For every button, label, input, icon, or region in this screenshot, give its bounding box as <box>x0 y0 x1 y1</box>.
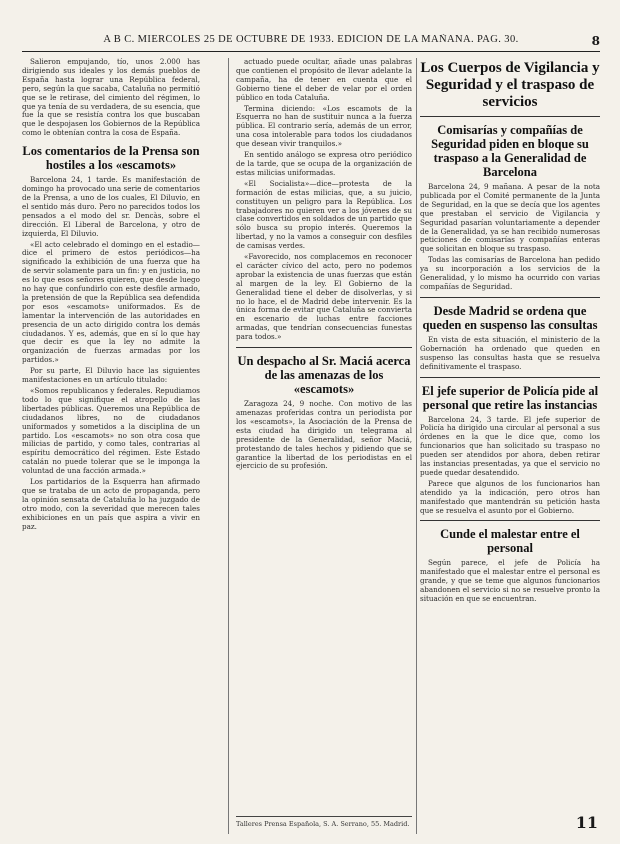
headline-prensa: Los comentarios de la Prensa son hostiles a los «escamots» <box>22 144 200 173</box>
article-paragraph: «El Socialista»—dice—protesta de la formación de estas milicias, que, a su juicio, constituyen un peligro para la República. Los trabajadores no quieren ver a los jóvenes de su clase convertidos en soldados de un partido que sólo busca su propio interés. Queremos la libertad, y no la vamos a conseguir con desfiles de camisas verdes. <box>236 178 412 251</box>
article-paragraph: Los partidarios de la Esquerra han afirmado que se trataba de un acto de propaganda, pero la opinión sensata de Cataluña lo ha juzgado de otro modo, con la severidad que merecen tales exhibiciones en un país que aspira a vivir en paz. <box>22 477 200 531</box>
column-right <box>420 58 600 834</box>
column-divider <box>416 58 417 834</box>
section-rule <box>420 116 600 117</box>
section-rule <box>420 520 600 521</box>
article-paragraph: «Somos republicanos y federales. Repudiamos todo lo que signifique el atropello de las libertades públicas. Queremos una República de ciudadanos libres, no de ciudadanos uniformados y sometidos a la disciplina de un partido. Los «escamots» no son otra cosa que milicias de partido, y como tales, contrarias al espíritu democrático del régimen. Este Estado catalán no puede tolerar que se le imponga la voluntad de una facción armada.» <box>22 386 200 476</box>
article-paragraph: Barcelona 24, 1 tarde. Es manifestación de domingo ha provocado una serie de comentarios de la Prensa, a uno de los cuales, El Diluvio, en el sentido más duro. Pero no parecidos todos los pensados a el modo del sr. Dencàs, sobre el dirección. El Liberal de Barcelona, y otro de izquierda, El Diluvio. <box>22 175 200 238</box>
page-number: 8 <box>591 34 600 48</box>
column-middle <box>236 58 412 834</box>
article-paragraph: Por su parte, El Diluvio hace las siguientes manifestaciones en un artículo titulado: <box>22 366 200 385</box>
article-paragraph: Según parece, el jefe de Policía ha manifestado que el malestar entre el personal es grande, y que se teme que algunos funcionarios abandonen el servicio si no se resuelve pronto la situación en que se encuentran. <box>420 558 600 604</box>
article-paragraph: Zaragoza 24, 9 noche. Con motivo de las amenazas proferidas contra un periodista por los «escamots», la Asociación de la Prensa de esta ciudad ha dirigido un telegrama al presidente de la Generalidad, señor Maciá, protestando de tales hechos y pidiendo que se garantice la libertad de los periodistas en el ejercicio de su profesión. <box>236 399 412 471</box>
page-header: A B C. MIERCOLES 25 DE OCTUBRE DE 1933. EDICION DE LA MAÑANA. PAG. 30. <box>103 34 519 45</box>
headline-jefe-policia: El jefe superior de Policía pide al personal que retire las instancias <box>421 383 599 412</box>
article-paragraph: En vista de esta situación, el ministerio de la Gobernación ha ordenado que queden en suspenso las consultas hasta que se resuelva definitivamente el traspaso. <box>420 334 600 371</box>
printer-footer: Talleres Prensa Española, S. A. Serrano, 55. Madrid. <box>236 816 412 828</box>
article-paragraph: Barcelona 24, 9 mañana. A pesar de la nota publicada por el Comité permanente de la Junta de Seguridad, en la que se decía que los agentes que prestaban el servicio de Vigilancia y Seguridad pasarían voluntariamente a depender de la Generalidad, ya se han recibido numerosas peticiones de comisarías y compañías enteras que solicitan en bloque su traspaso. <box>420 182 600 254</box>
article-paragraph: Termina diciendo: «Los escamots de la Esquerra no han de sustituir nunca a la fuerza pública. El contrario sería, además de un error, una cosa intolerable para todos los ciudadanos que desean vivir tranquilos.» <box>236 103 412 149</box>
article-paragraph: Parece que algunos de los funcionarios han atendido ya la indicación, pero otros han manifestado que mantendrán su petición hasta que se resuelva el asunto por el Gobierno. <box>420 478 600 515</box>
article-paragraph: «El acto celebrado el domingo en el estadio—dice el primero de estos periódicos—ha significado la exhibición de una fuerza que ha de servir solamente para un fin: y en justicia, no es lo que esos señores quieren, que desde luego no hay que confundirlo con este desfile armado, la pretensión de que la República sea defendida por esos «escamots» uniformados. Es de lamentar la intervención de las autoridades en presencia de un acto dirigido contra los demás ciudadanos. Y es, además, que en sí lo que hay que decir es que la ley no admite la organización de fuerzas armadas por los partidos.» <box>22 239 200 365</box>
article-paragraph: Barcelona 24, 3 tarde. El jefe superior de Policía ha dirigido una circular al personal a sus órdenes en la que le dice que, como los funcionarios que han solicitado su traspaso no pueden ser atendidos por ahora, deben retirar las instancias presentadas, ya que el servicio no puede quedar desatendido. <box>420 414 600 477</box>
section-rule <box>420 377 600 378</box>
article-paragraph: actuado puede ocultar, añade unas palabras que contienen el propósito de llevar adelante la campaña, ha de tener en cuenta que el Gobierno tiene el deber de velar por el orden público en toda Cataluña. <box>236 58 412 102</box>
headline-despacho-macia: Un despacho al Sr. Maciá acerca de las amenazas de los «escamots» <box>237 354 411 397</box>
article-paragraph: «Favorecido, nos complacemos en reconocer el carácter cívico del acto, pero no podemos aprobar la existencia de unas fuerzas que están al margen de la ley. El Gobierno de la Generalidad tiene el deber de disolverlas, y si no lo hace, el de Madrid debe intervenir. Es la única forma de evitar que Cataluña se convierta en escenario de luchas entre facciones armadas, que tendrían consecuencias funestas para todos.» <box>236 252 412 342</box>
headline-madrid-consultas: Desde Madrid se ordena que queden en suspenso las consultas <box>422 303 598 332</box>
section-rule <box>420 297 600 298</box>
article-paragraph: Todas las comisarías de Barcelona han pedido ya su incorporación a los servicios de la Generalidad, y lo mismo ha ocurrido con varias compañías de Seguridad. <box>420 255 600 291</box>
headline-cuerpos-vigilancia: Los Cuerpos de Vigilancia y Seguridad y el traspaso de servicios <box>420 60 600 110</box>
newspaper-page <box>22 34 600 834</box>
article-paragraph: Salieron empujando, tío, unos 2.000 has dirigiendo sus ideales y los demás pueblos de España hasta lograr una República federal, pero, según la que sacaba, Cataluña no permitió que se le retirase, del cimiento del régimen, lo que ya tenía de su verdadera, de su esencia, que fue la que se resistía contra los que buscaban que le despojasen los Gobiernos de la República como le obtenían contra la cosa de España. <box>22 58 200 138</box>
page-corner-mark: 11 <box>575 813 598 832</box>
column-left <box>22 58 200 834</box>
article-paragraph: En sentido análogo se expresa otro periódico de la tarde, que se ocupa de la organización de estas milicias uniformadas. <box>236 150 412 177</box>
section-rule <box>236 347 412 348</box>
header-rule <box>22 51 600 52</box>
column-divider <box>228 58 229 834</box>
headline-comisarias: Comisarías y compañías de Seguridad piden en bloque su traspaso a la Generalidad de Barcelona <box>431 123 589 179</box>
headline-malestar: Cunde el malestar entre el personal <box>440 527 580 556</box>
